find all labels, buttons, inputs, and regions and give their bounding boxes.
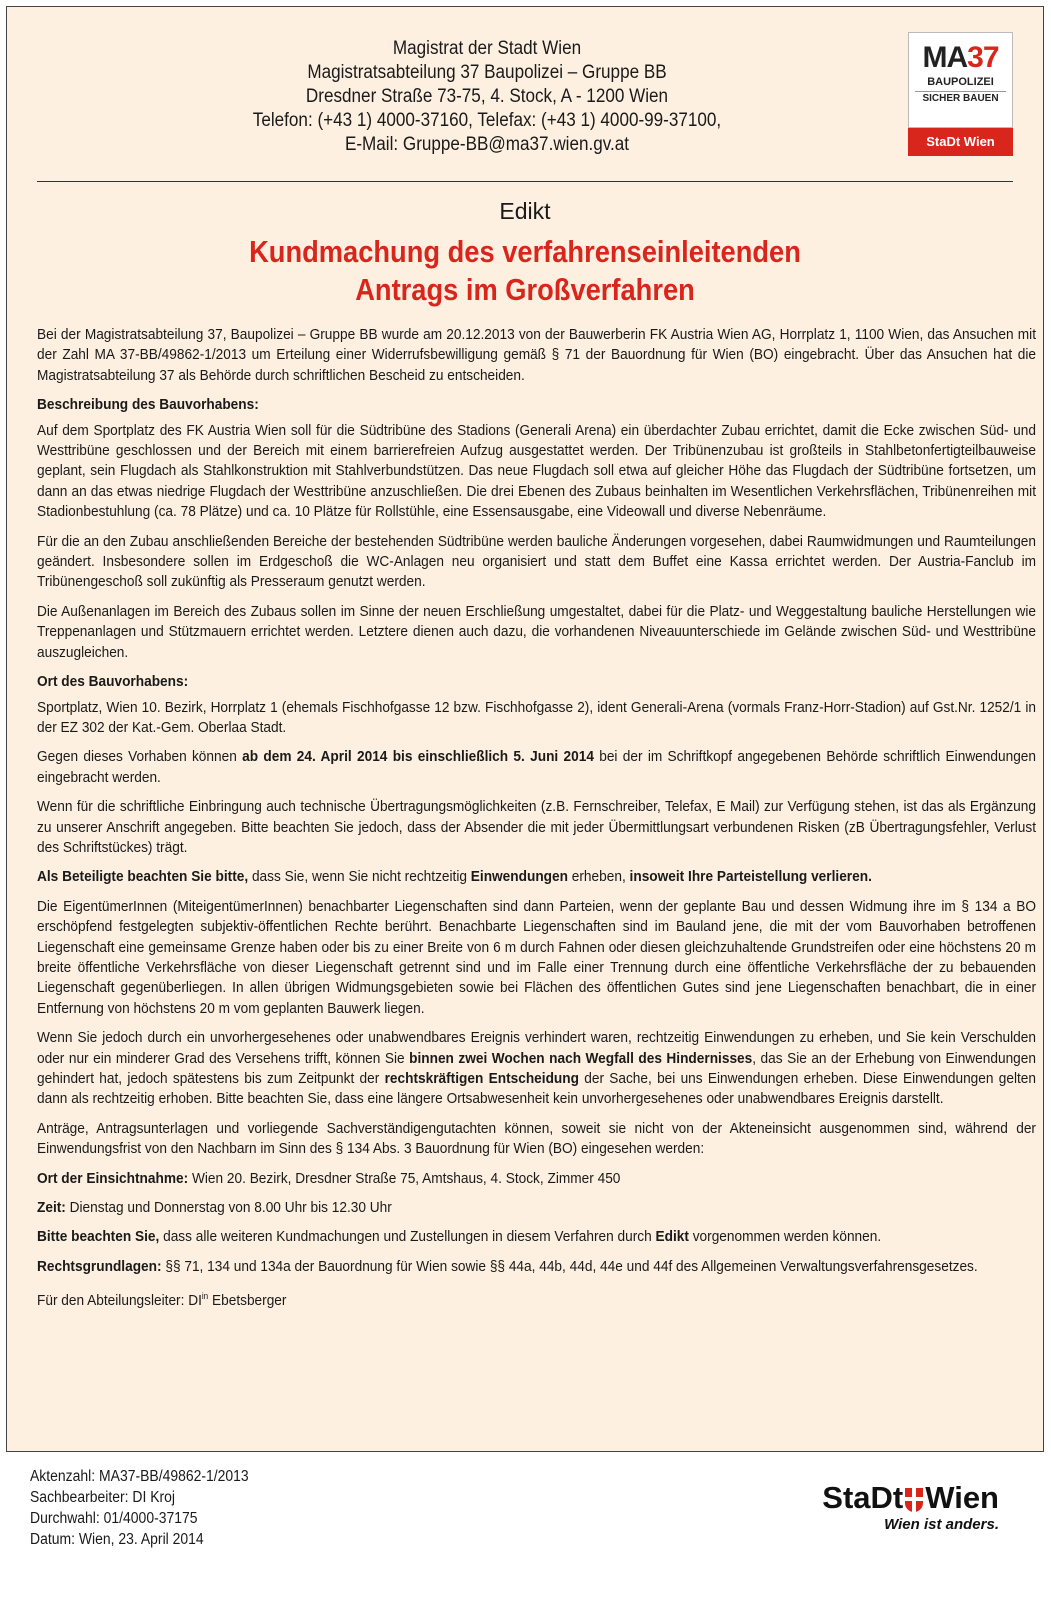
description-heading: Beschreibung des Bauvorhabens: bbox=[37, 396, 259, 414]
description-paragraph-1: Auf dem Sportplatz des FK Austria Wien soll für die Südtribüne des Stadions (Generali Arena) ein überdachter Zubau errichtet, damit die Ecke zwischen Süd- und Westtribüne geschlossen und der Bereich mit einem barrierefreien Aufzug ausgestattet werden. Der Tribünenzubau ist großteils in Stahlbetonfertigteilbauweise geplant, sein Flugdach als Stahlkonstruktion mit Stahlverbundstützen. Das neue Flugdach soll etwa auf gleicher Höhe das Flugdach der Südtribüne fortsetzen, um dann an das etwas niedrige Flugdach der Westtribüne anzuschließen. Die drei Ebenen des Zubaus beinhalten im Wesentlichen Verkehrsflächen, Tribünenreihen mit Stadionbestuhlung (ca. 78 Plätze) und ca. 10 Plätze für Rollstühle, eine Essensausgabe, eine Videowall und diverse Nebenräume. bbox=[37, 421, 1036, 521]
notice-body bbox=[37, 325, 1036, 1321]
participants-bold: Als Beteiligte beachten Sie bitte, bbox=[37, 868, 249, 886]
stadt-wien-logo bbox=[789, 1480, 999, 1534]
header-divider bbox=[37, 181, 1013, 182]
ma37-logo-mark bbox=[909, 41, 1012, 75]
participants-paragraph bbox=[37, 867, 1036, 887]
date-line: Datum: Wien, 23. April 2014 bbox=[30, 1531, 204, 1548]
ma37-logo-line2: SICHER BAUEN bbox=[915, 91, 1006, 106]
ma37-logo bbox=[908, 32, 1013, 156]
title-line-1: Kundmachung des verfahrenseinleitenden bbox=[249, 234, 801, 269]
participants-text: dass Sie, wenn Sie nicht rechtzeitig bbox=[248, 868, 471, 886]
description-paragraph-2: Für die an den Zubau anschließenden Bereiche der bestehenden Südtribüne werden bauliche Änderungen vorgesehen, dabei Raumwidmungen und Raumteilungen geändert. Insbesondere sollen im Erdgeschoß die WC-Anlagen neu organisiert und statt dem Buffet eine Kassa errichtet werden. Der Austria-Fanclub im Tribünengeschoß soll zukünftig als Presseraum genutzt werden. bbox=[37, 532, 1036, 591]
signature-line bbox=[37, 1286, 1036, 1311]
shield-icon bbox=[905, 1488, 923, 1512]
title-line-2: Antrags im Großverfahren bbox=[355, 272, 695, 307]
legal-basis-label: Rechtsgrundlagen: bbox=[37, 1257, 162, 1275]
inspection-location bbox=[37, 1169, 1036, 1189]
objection-period-text: bei der im Schriftkopf angegebenen Behörde schriftlich Einwendungen eingebracht werden. bbox=[37, 748, 1036, 786]
participants-text: erheben, bbox=[567, 868, 630, 886]
notice-paragraph bbox=[37, 1227, 1036, 1247]
letterhead-line: Magistrat der Stadt Wien bbox=[392, 38, 582, 59]
inspection-location-text: Wien 20. Bezirk, Dresdner Straße 75, Amtshaus, 4. Stock, Zimmer 450 bbox=[188, 1169, 621, 1187]
inspection-time-text: Dienstag und Donnerstag von 8.00 Uhr bis 12.30 Uhr bbox=[65, 1199, 392, 1217]
location-paragraph: Sportplatz, Wien 10. Bezirk, Horrplatz 1 (ehemals Fischhofgasse 12 bzw. Fischhofgasse 2), ident Generali-Arena (vormals Franz-Horr-Stadion) auf Gst.Nr. 1252/1 in der EZ 302 der Kat.-Gem. Oberlaa Stadt. bbox=[37, 698, 1036, 736]
signature-superscript: in bbox=[201, 1291, 209, 1302]
ma37-logo-top bbox=[908, 32, 1013, 128]
letterhead-line: Telefon: (+43 1) 4000-37160, Telefax: (+43 1) 4000-99-37100, bbox=[252, 110, 722, 131]
reinstatement-text: , das Sie an der Erhebung von Einwendungen gehindert hat, jedoch spätestens bis zum Zeitpunkt der bbox=[37, 1049, 1036, 1087]
edikt-label: Edikt bbox=[499, 198, 551, 224]
ma37-logo-bottom: StaDt Wien bbox=[908, 128, 1013, 156]
description-paragraph-3: Die Außenanlagen im Bereich des Zubaus sollen im Sinne der neuen Erschließung umgestaltet, dabei für die Platz- und Weggestaltung bauliche Herstellungen wie Treppenanlagen und Stützmauern errichtet werden. Letztere dienen auch dazu, die vorhandenen Niveauunterschiede im Gelände zwischen Süd- und Westtribüne auszugleichen. bbox=[37, 602, 1036, 661]
reinstatement-bold: binnen zwei Wochen nach Wegfall des Hindernisses bbox=[409, 1049, 753, 1067]
ma37-logo-num: 37 bbox=[967, 41, 999, 74]
signature-name: Ebetsberger bbox=[208, 1292, 287, 1310]
stadt-wien-tagline: Wien ist anders. bbox=[884, 1516, 999, 1533]
stadt-wien-right: Wien bbox=[925, 1480, 999, 1515]
reinstatement-text: Wenn Sie jedoch durch ein unvorhergesehenes oder unabwendbares Ereignis verhindert waren, rechtzeitig Einwendungen zu erheben, und Sie kein Verschulden oder nur ein minderer Grad des Versehens trifft, können Sie bbox=[37, 1029, 1036, 1067]
ma37-logo-line1: BAUPOLIZEI bbox=[927, 76, 994, 88]
letterhead-line: E-Mail: Gruppe-BB@ma37.wien.gv.at bbox=[344, 134, 630, 155]
participants-bold: insoweit Ihre Parteistellung verlieren. bbox=[629, 868, 872, 886]
inspection-time bbox=[37, 1198, 1036, 1218]
file-number: Aktenzahl: MA37-BB/49862-1/2013 bbox=[30, 1468, 249, 1485]
location-heading: Ort des Bauvorhabens: bbox=[37, 673, 189, 691]
owners-paragraph: Die EigentümerInnen (MiteigentümerInnen) benachbarter Liegenschaften sind dann Parteien, wenn der geplante Bau und dessen Widmung ihre im § 134 a BO erschöpfend festgelegten subjektiv-öffentlichen Rechte berührt. Benachbarte Liegenschaften sind im Bauland jene, die mit der vom Bauvorhaben betroffenen Liegenschaft eine gemeinsame Grenze haben oder bis zu einer Breite von 6 m durch Fahnen oder diesen gleichzuhaltende Grundstreifen oder eine höchstens 20 m breite öffentliche Verkehrsfläche von dieser Liegenschaft getrennt sind und im Falle einer Trennung durch eine öffentliche Verkehrsfläche der zu bebauenden Liegenschaft gegenüberliegen. In allen übrigen Widmungsgebieten sowie bei Flächen des öffentlichen Gutes sind jene Liegenschaften benachbart, die in einer Entfernung von höchstens 20 m vom geplanten Bauwerk liegen. bbox=[37, 897, 1036, 1017]
stadt-wien-left: StaDt bbox=[822, 1480, 904, 1515]
legal-basis-text: §§ 71, 134 und 134a der Bauordnung für Wien sowie §§ 44a, 44b, 44d, 44e und 44f des Allgemeinen Verwaltungsverfahrensgesetzes. bbox=[161, 1257, 978, 1275]
direct-dial: Durchwahl: 01/4000-37175 bbox=[30, 1510, 198, 1527]
inspection-paragraph: Anträge, Antragsunterlagen und vorliegende Sachverständigengutachten können, soweit sie nicht von der Akteneinsicht ausgenommen sind, während der Einwendungsfrist von den Nachbarn im Sinn des § 134 Abs. 3 Bauordnung für Wien (BO) eingesehen werden: bbox=[37, 1119, 1036, 1158]
ma37-logo-ma: MA bbox=[922, 41, 968, 74]
reinstatement-paragraph bbox=[37, 1028, 1036, 1110]
objection-period-text: Gegen dieses Vorhaben können bbox=[37, 748, 243, 766]
inspection-location-label: Ort der Einsichtnahme: bbox=[37, 1169, 189, 1187]
page-title bbox=[69, 233, 981, 309]
objection-period-dates: ab dem 24. April 2014 bis einschließlich 5. Juni 2014 bbox=[242, 748, 594, 766]
notice-text: dass alle weiteren Kundmachungen und Zustellungen in diesem Verfahren durch bbox=[159, 1228, 656, 1246]
stadt-wien-wordmark bbox=[789, 1480, 999, 1516]
notice-bold: Edikt bbox=[655, 1228, 689, 1246]
legal-basis-paragraph bbox=[37, 1257, 1036, 1277]
file-reference-block bbox=[30, 1466, 249, 1550]
letterhead-line: Magistratsabteilung 37 Baupolizei – Gruppe BB bbox=[307, 62, 667, 83]
objection-period-paragraph bbox=[37, 747, 1036, 788]
case-officer: Sachbearbeiter: DI Kroj bbox=[30, 1489, 175, 1506]
notice-text: vorgenommen werden können. bbox=[688, 1228, 882, 1246]
inspection-time-label: Zeit: bbox=[37, 1199, 66, 1217]
notice-sheet bbox=[6, 6, 1044, 1452]
notice-bold: Bitte beachten Sie, bbox=[37, 1228, 160, 1246]
intro-paragraph: Bei der Magistratsabteilung 37, Baupolizei – Gruppe BB wurde am 20.12.2013 von der Bauwerberin FK Austria Wien AG, Horrplatz 1, 1100 Wien, das Ansuchen mit der Zahl MA 37-BB/49862-1/2013 um Erteilung einer Widerrufsbewilligung gemäß § 71 der Bauordnung für Wien (BO) eingebracht. Über das Ansuchen hat die Magistratsabteilung 37 als Behörde durch schriftlichen Bescheid zu entscheiden. bbox=[37, 326, 1036, 384]
signature-prefix: Für den Abteilungsleiter: DI bbox=[37, 1292, 202, 1310]
transmission-paragraph: Wenn für die schriftliche Einbringung auch technische Übertragungsmöglichkeiten (z.B. Fernschreiber, Telefax, E Mail) zur Verfügung stehen, ist das als Ergänzung zu unserer Anschrift angegeben. Bitte beachten Sie jedoch, dass der Absender die mit jeder Übermittlungsart verbundenen Risken (zB Übertragungsfehler, Verlust des Schriftstückes) trägt. bbox=[37, 798, 1036, 856]
letterhead-line: Dresdner Straße 73-75, 4. Stock, A - 1200 Wien bbox=[305, 86, 669, 107]
reinstatement-text: der Sache, bei uns Einwendungen erheben. Diese Einwendungen gelten dann als rechtzeitig erhoben. Bitte beachten Sie, dass eine längere Ortsabwesenheit kein unvorhergesehenes oder unabwendbares Ereignis darstellt. bbox=[37, 1070, 1036, 1108]
letterhead bbox=[163, 37, 811, 157]
participants-bold: Einwendungen bbox=[470, 868, 568, 886]
reinstatement-bold: rechtskräftigen Entscheidung bbox=[384, 1070, 579, 1087]
